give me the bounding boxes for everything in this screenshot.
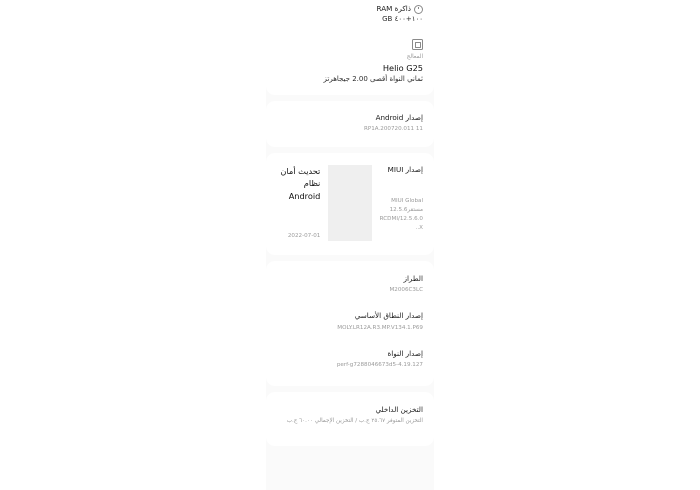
miui-version-value-line2: مستقر12.5.6 xyxy=(389,207,423,214)
miui-version-value-line1: MIUI Global xyxy=(391,198,423,205)
kernel-value: 4.19.127-perf-g7288046673d5 xyxy=(336,362,423,369)
processor-name: Helio G25 xyxy=(382,62,423,73)
ram-block xyxy=(277,4,423,25)
kernel-block xyxy=(277,349,423,370)
miui-version-block[interactable] xyxy=(380,165,423,233)
android-version-card[interactable] xyxy=(266,101,434,147)
ram-value: ١٠٠+٤٠٠ GB xyxy=(382,15,423,24)
internal-storage-block xyxy=(277,405,423,426)
chip-icon xyxy=(412,39,423,50)
internal-storage-label: التخزين الداخلي xyxy=(375,405,423,414)
ram-header xyxy=(277,4,423,14)
baseband-value: MOLY.LR12A.R3.MP.V134.1.P69 xyxy=(337,324,423,331)
settings-about-phone-scroll[interactable] xyxy=(266,0,434,490)
security-patch-value: 2022-07-01 xyxy=(287,232,321,239)
security-patch-block[interactable] xyxy=(277,165,320,241)
miui-version-label: إصدار MIUI xyxy=(387,165,423,175)
baseband-label: إصدار النطاق الأساسي xyxy=(354,311,423,321)
processor-header xyxy=(277,39,423,50)
kernel-label: إصدار النواة xyxy=(387,348,423,358)
system-update-split xyxy=(277,165,423,241)
system-update-card[interactable] xyxy=(266,153,434,255)
miui-version-value-line3: 12.5.6.0/RCDMIX.. xyxy=(379,216,423,232)
info-circle-icon xyxy=(414,5,423,14)
internal-storage-value: التخزين المتوفر ٢٥.٦٧ ج.ب / التخزين الإجمالي ٦٠.٠٠ ج.ب xyxy=(286,418,423,425)
ram-label: ذاكرة RAM xyxy=(376,4,411,13)
model-block xyxy=(277,274,423,295)
model-label: الطراز xyxy=(403,273,423,283)
processor-detail: ثماني النواة أقصى 2.00 جيجاهرتز xyxy=(323,75,423,84)
android-version-block xyxy=(277,113,423,134)
baseband-block xyxy=(277,311,423,332)
identifiers-card xyxy=(266,261,434,386)
android-version-label: إصدار Android xyxy=(375,112,423,122)
security-patch-label: تحديث أمان نظام Android xyxy=(280,166,321,201)
column-divider xyxy=(328,165,371,241)
processor-label: المعالج xyxy=(406,53,423,60)
android-version-value: 11 RP1A.200720.011 xyxy=(363,126,423,133)
processor-block xyxy=(277,39,423,85)
internal-storage-card[interactable] xyxy=(266,392,434,446)
model-value: M2006C3LC xyxy=(389,287,423,294)
hardware-card xyxy=(266,0,434,95)
